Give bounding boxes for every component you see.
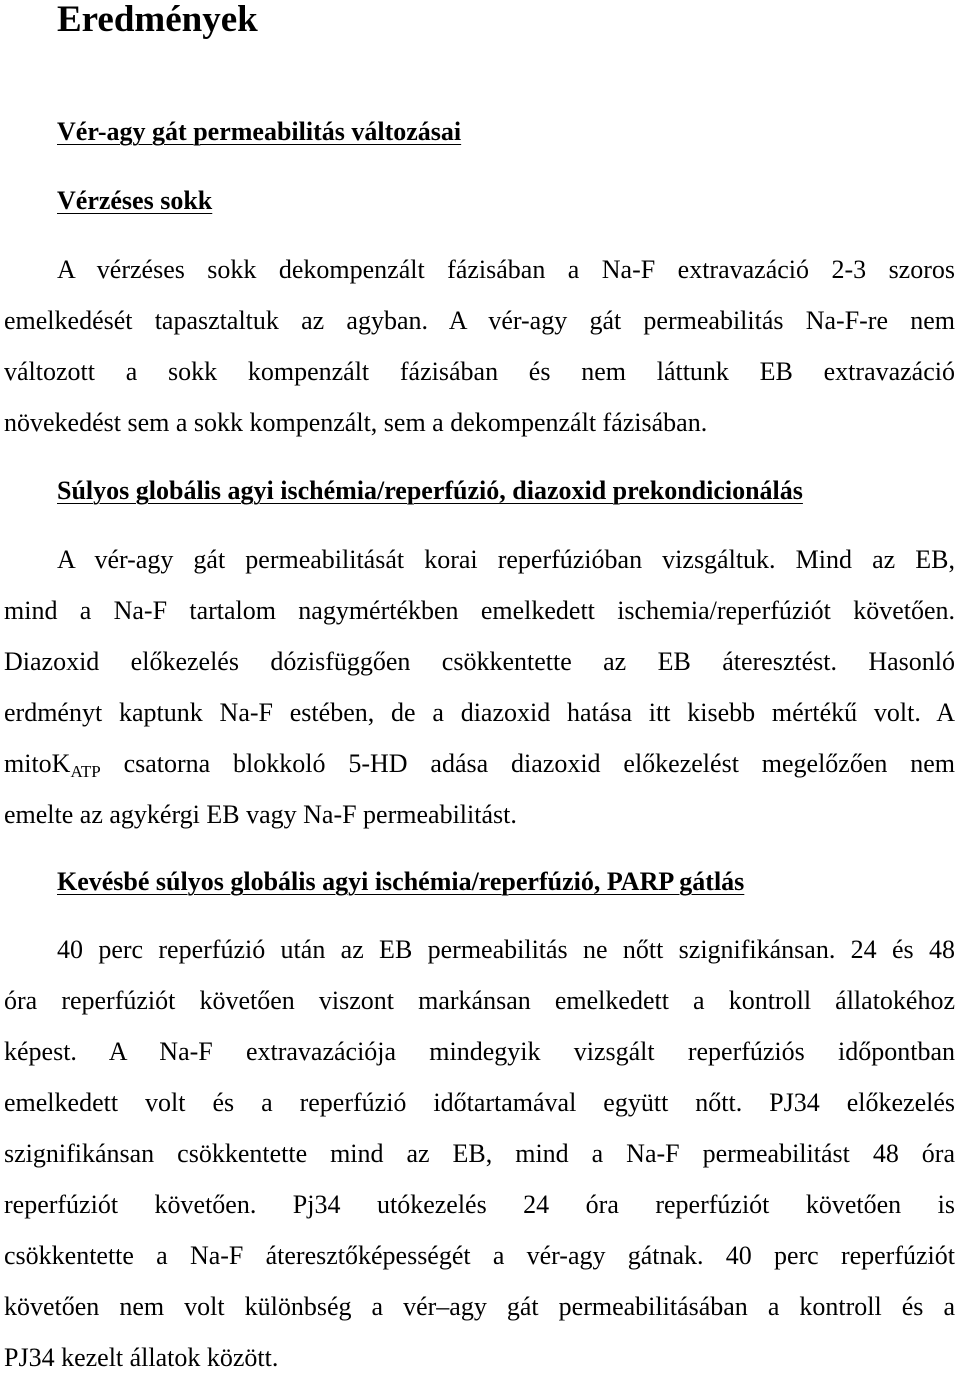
paragraph-line: képest. A Na-F extravazációja mindegyik vizsgált reperfúziós időpontban <box>4 1037 955 1066</box>
paragraph-less-severe-ischemia <box>4 924 955 1383</box>
paragraph-line: emelkedett volt és a reperfúzió időtartamával együtt nőtt. PJ34 előkezelés <box>4 1088 955 1117</box>
paragraph-line: A vérzéses sokk dekompenzált fázisában a Na-F extravazáció 2-3 szoros <box>57 255 955 284</box>
mitok-prefix: mitoK <box>4 749 71 778</box>
paragraph-line: emelte az agykérgi EB vagy Na-F permeabilitást. <box>4 800 517 829</box>
paragraph-line: szignifikánsan csökkentette mind az EB, mind a Na-F permeabilitást 48 óra <box>4 1139 955 1168</box>
paragraph-line: erdményt kaptunk Na-F estében, de a diazoxid hatása itt kisebb mértékű volt. A <box>4 698 955 727</box>
section-title: Vér-agy gát permeabilitás változásai <box>57 117 462 146</box>
paragraph-line: A vér-agy gát permeabilitását korai reperfúzióban vizsgáltuk. Mind az EB, <box>57 545 955 574</box>
paragraph-line: PJ34 kezelt állatok között. <box>4 1343 279 1372</box>
paragraph-line-mitok <box>4 738 955 789</box>
paragraph-hemorrhagic-shock <box>4 244 955 448</box>
subsection-title-less-severe-ischemia: Kevésbé súlyos globális agyi ischémia/reperfúzió, PARP gátlás <box>57 867 745 896</box>
paragraph-line: Diazoxid előkezelés dózisfüggően csökkentette az EB áteresztést. Hasonló <box>4 647 955 676</box>
page-title: Eredmények <box>57 0 258 40</box>
paragraph-line: óra reperfúziót követően viszont markánsan emelkedett a kontroll állatokéhoz <box>4 986 955 1015</box>
paragraph-line: 40 perc reperfúzió után az EB permeabilitás ne nőtt szignifikánsan. 24 és 48 <box>57 935 955 964</box>
paragraph-line: változott a sokk kompenzált fázisában és nem láttunk EB extravazáció <box>4 357 955 386</box>
subsection-title-hemorrhagic-shock: Vérzéses sokk <box>57 186 213 215</box>
paragraph-line: növekedést sem a sokk kompenzált, sem a dekompenzált fázisában. <box>4 408 708 437</box>
paragraph-severe-ischemia <box>4 534 955 840</box>
paragraph-line: reperfúziót követően. Pj34 utókezelés 24 óra reperfúziót követően is <box>4 1190 955 1219</box>
paragraph-line: csökkentette a Na-F áteresztőképességét a vér-agy gátnak. 40 perc reperfúziót <box>4 1241 955 1270</box>
paragraph-line: követően nem volt különbség a vér–agy gát permeabilitásában a kontroll és a <box>4 1292 955 1321</box>
atp-subscript: ATP <box>70 762 101 781</box>
paragraph-line: emelkedését tapasztaltuk az agyban. A vér-agy gát permeabilitás Na-F-re nem <box>4 306 955 335</box>
subsection-title-severe-ischemia: Súlyos globális agyi ischémia/reperfúzió, diazoxid prekondicionálás <box>57 476 803 505</box>
paragraph-line: mind a Na-F tartalom nagymértékben emelkedett ischemia/reperfúziót követően. <box>4 596 955 625</box>
mitok-line-rest: csatorna blokkoló 5-HD adása diazoxid előkezelést megelőzően nem <box>123 749 956 778</box>
